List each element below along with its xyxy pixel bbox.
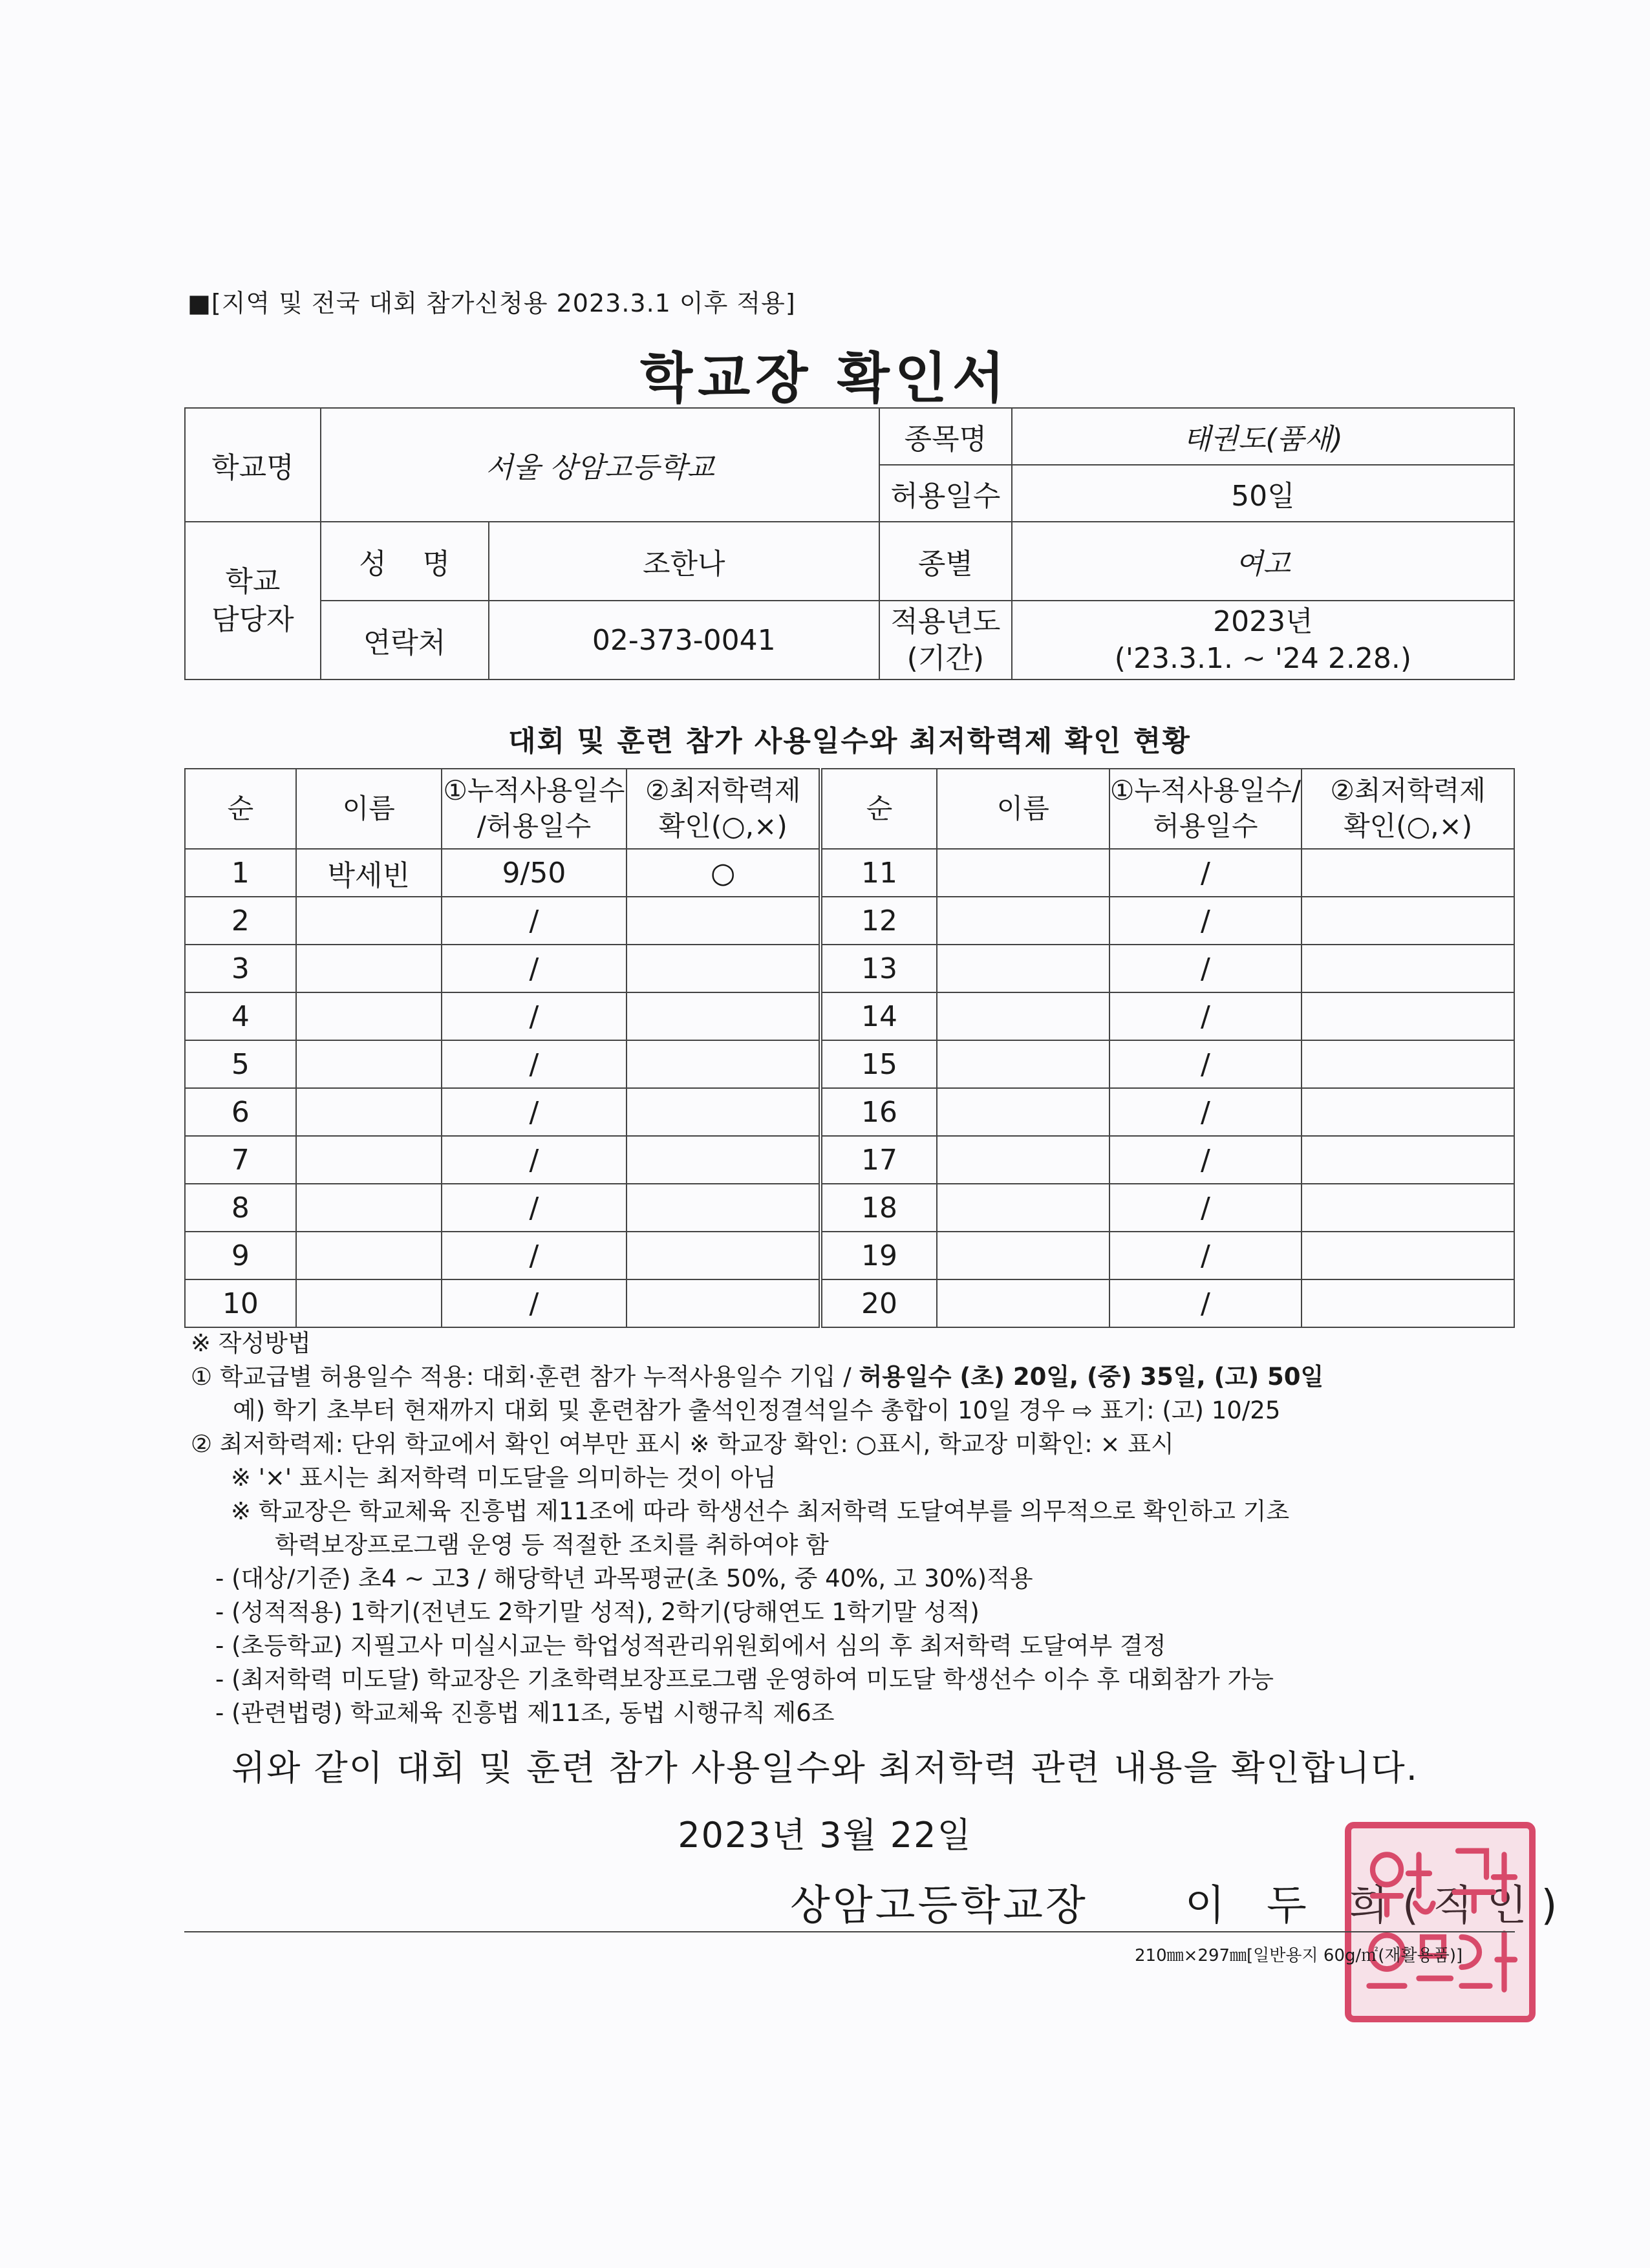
row-days-right: / xyxy=(1109,897,1302,945)
table-row xyxy=(185,849,1514,897)
contact-person-label-1: 학교 xyxy=(225,564,281,598)
year-label-2: (기간) xyxy=(906,642,985,675)
instruction-line-6: 학력보장프로그램 운영 등 적절한 조치를 취하여야 함 xyxy=(275,1531,829,1559)
row-check-right xyxy=(1302,1040,1514,1088)
row-check xyxy=(627,1040,820,1088)
row-check-right xyxy=(1302,1136,1514,1184)
row-name-right xyxy=(937,1136,1109,1184)
row-name: 박세빈 xyxy=(296,849,442,897)
row-no: 7 xyxy=(185,1136,296,1184)
row-check-right xyxy=(1302,849,1514,897)
row-days: / xyxy=(442,1279,627,1327)
row-no-right: 12 xyxy=(820,897,937,945)
phone-value: 02-373-0041 xyxy=(489,601,879,679)
row-days-right: / xyxy=(1109,1088,1302,1136)
row-no-right: 11 xyxy=(820,849,937,897)
year-label xyxy=(879,601,1012,679)
header-days-right xyxy=(1109,769,1302,849)
instruction-line-1a: ① 학교급별 허용일수 적용: 대회·훈련 참가 누적사용일수 기입 / xyxy=(191,1363,859,1391)
header-days-line2: /허용일수 xyxy=(477,810,592,842)
row-days: / xyxy=(442,1136,627,1184)
row-name-right xyxy=(937,897,1109,945)
instruction-line-2: 예) 학기 초부터 현재까지 대회 및 훈련참가 출석인정결석일수 총합이 10일 경우 ⇨ 표기: (고) 10/25 xyxy=(233,1396,1281,1424)
year-value xyxy=(1012,601,1514,679)
row-days: / xyxy=(442,945,627,992)
event-label: 종목명 xyxy=(879,408,1012,465)
row-days-right: / xyxy=(1109,945,1302,992)
row-check-right xyxy=(1302,992,1514,1040)
header-days-right-line1: ①누적사용일수/ xyxy=(1109,775,1302,807)
row-check-right xyxy=(1302,897,1514,945)
name-value: 조한나 xyxy=(489,522,879,601)
row-no: 8 xyxy=(185,1184,296,1232)
row-check xyxy=(627,945,820,992)
year-label-1: 적용년도 xyxy=(890,604,1001,638)
instruction-line-1b: 허용일수 (초) 20일, (중) 35일, (고) 50일 xyxy=(859,1363,1324,1391)
table-row xyxy=(185,1184,1514,1232)
row-name xyxy=(296,897,442,945)
name-label: 성 명 xyxy=(321,522,489,601)
row-name xyxy=(296,1040,442,1088)
row-no: 6 xyxy=(185,1088,296,1136)
row-check xyxy=(627,1232,820,1279)
row-no-right: 18 xyxy=(820,1184,937,1232)
row-name-right xyxy=(937,1232,1109,1279)
header-check-line2: 확인(○,×) xyxy=(658,810,788,842)
row-check-right xyxy=(1302,1184,1514,1232)
header-check-right xyxy=(1302,769,1514,849)
allowed-days-label: 허용일수 xyxy=(879,465,1012,522)
year-value-1: 2023년 xyxy=(1213,604,1313,638)
roster-body xyxy=(185,849,1514,1327)
row-name xyxy=(296,1279,442,1327)
row-days-right: / xyxy=(1109,1136,1302,1184)
page-title: 학교장 확인서 xyxy=(639,347,1011,410)
footer-divider xyxy=(184,1931,1515,1932)
table-row xyxy=(185,945,1514,992)
row-name-right xyxy=(937,992,1109,1040)
roster-header-row xyxy=(185,769,1514,849)
row-check: ○ xyxy=(627,849,820,897)
table-row xyxy=(185,992,1514,1040)
category-label: 종별 xyxy=(879,522,1012,601)
contact-person-label-2: 담당자 xyxy=(211,603,294,636)
table-row xyxy=(185,1040,1514,1088)
principal-name: 이 두 희(직인) xyxy=(1184,1882,1572,1930)
table-row xyxy=(185,1279,1514,1327)
row-days-right: / xyxy=(1109,1040,1302,1088)
row-name-right xyxy=(937,1184,1109,1232)
row-days: / xyxy=(442,1232,627,1279)
table-row xyxy=(185,1136,1514,1184)
row-name-right xyxy=(937,1088,1109,1136)
row-days: / xyxy=(442,897,627,945)
row-check xyxy=(627,1279,820,1327)
row-name xyxy=(296,1232,442,1279)
row-no: 3 xyxy=(185,945,296,992)
issue-date: 2023년 3월 22일 xyxy=(678,1815,972,1856)
row-name xyxy=(296,945,442,992)
row-no-right: 20 xyxy=(820,1279,937,1327)
row-name-right xyxy=(937,945,1109,992)
header-name-right: 이름 xyxy=(937,769,1109,849)
section-title: 대회 및 훈련 참가 사용일수와 최저학력제 확인 현황 xyxy=(508,725,1191,758)
allowed-days-value: 50일 xyxy=(1012,465,1514,522)
year-value-2: ('23.3.1. ~ '24 2.28.) xyxy=(1114,642,1411,675)
header-check-line1: ②최저학력제 xyxy=(645,775,801,807)
row-check-right xyxy=(1302,1088,1514,1136)
row-name-right xyxy=(937,1040,1109,1088)
row-no-right: 13 xyxy=(820,945,937,992)
contact-person-label xyxy=(185,522,321,679)
row-no-right: 15 xyxy=(820,1040,937,1088)
header-no-right: 순 xyxy=(820,769,937,849)
roster-table xyxy=(184,768,1515,1328)
header-days-line1: ①누적사용일수 xyxy=(443,775,625,807)
row-no: 1 xyxy=(185,849,296,897)
header-no: 순 xyxy=(185,769,296,849)
school-label: 학교명 xyxy=(185,408,321,522)
school-value: 서울 상암고등학교 xyxy=(321,408,879,522)
row-no: 9 xyxy=(185,1232,296,1279)
row-days: / xyxy=(442,1184,627,1232)
row-no-right: 14 xyxy=(820,992,937,1040)
row-check-right xyxy=(1302,1232,1514,1279)
row-check xyxy=(627,992,820,1040)
instructions-heading: ※ 작성방법 xyxy=(191,1329,311,1357)
phone-label: 연락처 xyxy=(321,601,489,679)
row-no: 5 xyxy=(185,1040,296,1088)
header-name: 이름 xyxy=(296,769,442,849)
paper-spec: 210㎜×297㎜[일반용지 60g/㎡(재활용품)] xyxy=(1135,1946,1463,1965)
table-row xyxy=(185,1232,1514,1279)
table-row xyxy=(185,897,1514,945)
header-days-right-line2: 허용일수 xyxy=(1153,810,1258,842)
row-check xyxy=(627,1088,820,1136)
principal-title: 상암고등학교장 xyxy=(790,1882,1088,1930)
row-days: / xyxy=(442,992,627,1040)
row-days: / xyxy=(442,1040,627,1088)
row-check xyxy=(627,1184,820,1232)
school-info-table xyxy=(184,407,1515,680)
row-days-right: / xyxy=(1109,992,1302,1040)
header-days xyxy=(442,769,627,849)
row-name xyxy=(296,1184,442,1232)
instructions xyxy=(191,1327,1536,1730)
row-name xyxy=(296,1136,442,1184)
instruction-line-11: - (관련법령) 학교체육 진흥법 제11조, 동법 시행규칙 제6조 xyxy=(215,1699,835,1727)
instruction-line-4: ※ '×' 표시는 최저학력 미도달을 의미하는 것이 아님 xyxy=(231,1464,777,1492)
header-check xyxy=(627,769,820,849)
row-days-right: / xyxy=(1109,849,1302,897)
header-check-right-line2: 확인(○,×) xyxy=(1344,810,1473,842)
row-days-right: / xyxy=(1109,1279,1302,1327)
row-check xyxy=(627,1136,820,1184)
category-value: 여고 xyxy=(1012,522,1514,601)
instruction-line-10: - (최저학력 미도달) 학교장은 기초학력보장프로그램 운영하여 미도달 학생선수 이수 후 대회참가 가능 xyxy=(215,1665,1274,1693)
row-no: 10 xyxy=(185,1279,296,1327)
header-check-right-line1: ②최저학력제 xyxy=(1330,775,1486,807)
event-value: 태권도(품새) xyxy=(1012,408,1514,465)
row-no: 4 xyxy=(185,992,296,1040)
row-days-right: / xyxy=(1109,1184,1302,1232)
row-no-right: 17 xyxy=(820,1136,937,1184)
row-name-right xyxy=(937,849,1109,897)
instruction-line-3: ② 최저학력제: 단위 학교에서 확인 여부만 표시 ※ 학교장 확인: ○표시, 학교장 미확인: × 표시 xyxy=(191,1430,1174,1458)
row-check-right xyxy=(1302,945,1514,992)
instruction-line-5: ※ 학교장은 학교체육 진흥법 제11조에 따라 학생선수 최저학력 도달여부를 의무적으로 확인하고 기초 xyxy=(231,1497,1290,1525)
row-name xyxy=(296,1088,442,1136)
confirm-text: 위와 같이 대회 및 훈련 참가 사용일수와 최저학력 관련 내용을 확인합니다. xyxy=(231,1748,1419,1788)
instruction-line-8: - (성적적용) 1학기(전년도 2학기말 성적), 2학기(당해연도 1학기말 성적) xyxy=(215,1598,980,1626)
row-check-right xyxy=(1302,1279,1514,1327)
row-name-right xyxy=(937,1279,1109,1327)
instruction-line-7: - (대상/기준) 초4 ~ 고3 / 해당학년 과목평균(초 50%, 중 40%, 고 30%)적용 xyxy=(215,1565,1033,1592)
row-check xyxy=(627,897,820,945)
row-days: 9/50 xyxy=(442,849,627,897)
instruction-line-1 xyxy=(191,1360,1536,1394)
row-no-right: 16 xyxy=(820,1088,937,1136)
row-days: / xyxy=(442,1088,627,1136)
row-days-right: / xyxy=(1109,1232,1302,1279)
table-row xyxy=(185,1088,1514,1136)
row-no-right: 19 xyxy=(820,1232,937,1279)
row-name xyxy=(296,992,442,1040)
header-note: ■[지역 및 전국 대회 참가신청용 2023.3.1 이후 적용] xyxy=(188,289,796,317)
instruction-line-9: - (초등학교) 지필고사 미실시교는 학업성적관리위원회에서 심의 후 최저학력 도달여부 결정 xyxy=(215,1632,1166,1660)
official-seal-icon xyxy=(1345,1822,1536,2022)
row-no: 2 xyxy=(185,897,296,945)
